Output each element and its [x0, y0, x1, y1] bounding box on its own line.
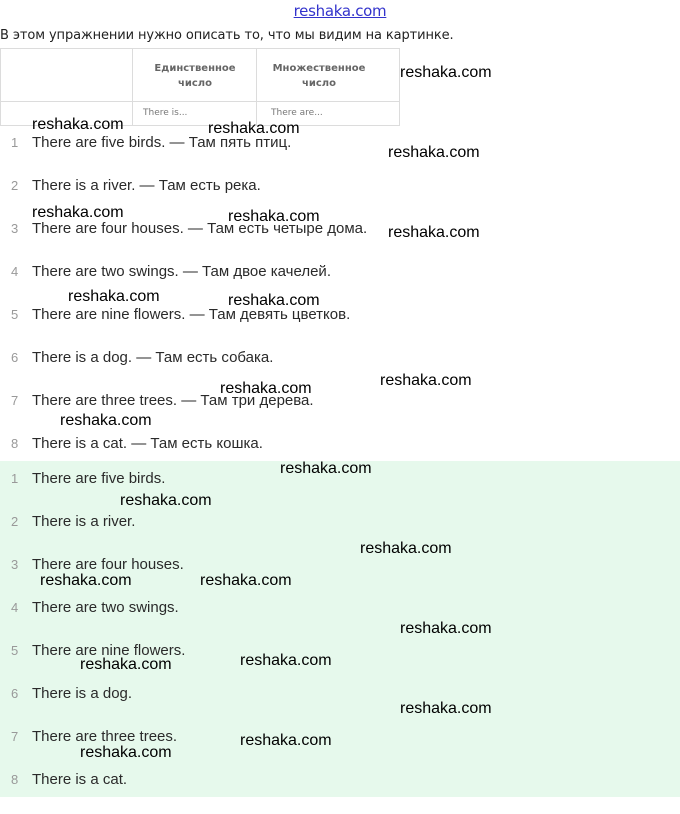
- watermark: reshaka.com: [80, 656, 172, 673]
- item-text: There are four houses. — Там есть четыре дома.: [32, 220, 368, 237]
- grammar-table: [0, 48, 400, 126]
- item-number: 3: [11, 221, 19, 236]
- item-text: There are three trees.: [32, 728, 178, 745]
- watermark: reshaka.com: [400, 700, 492, 717]
- answer-item: [0, 771, 680, 814]
- item-number: 7: [11, 729, 19, 744]
- cell-singular: There is...: [143, 108, 188, 118]
- watermark: reshaka.com: [400, 64, 492, 81]
- item-number: 6: [11, 686, 19, 701]
- item-text: There are five birds.: [32, 470, 166, 487]
- translation-item: [0, 134, 680, 177]
- watermark: reshaka.com: [380, 372, 472, 389]
- item-number: 3: [11, 557, 19, 572]
- watermark: reshaka.com: [228, 292, 320, 309]
- site-title[interactable]: reshaka.com: [293, 2, 387, 20]
- watermark: reshaka.com: [220, 380, 312, 397]
- item-text: There are nine flowers.: [32, 642, 186, 659]
- watermark: reshaka.com: [360, 540, 452, 557]
- watermark: reshaka.com: [60, 412, 152, 429]
- watermark: reshaka.com: [32, 204, 124, 221]
- header-singular-line2: число: [178, 78, 212, 89]
- item-text: There is a dog.: [32, 685, 133, 702]
- watermark: reshaka.com: [280, 460, 372, 477]
- exercise-intro: В этом упражнении нужно описать то, что мы видим на картинке.: [0, 28, 454, 43]
- watermark: reshaka.com: [388, 144, 480, 161]
- watermark: reshaka.com: [400, 620, 492, 637]
- item-number: 8: [11, 436, 19, 451]
- item-text: There are four houses.: [32, 556, 184, 573]
- watermark: reshaka.com: [32, 116, 124, 133]
- translation-item: [0, 220, 680, 263]
- cell-plural: There are...: [271, 108, 323, 118]
- answer-item: [0, 513, 680, 556]
- header-singular-line1: Единственное: [154, 63, 236, 74]
- watermark: reshaka.com: [388, 224, 480, 241]
- translation-item: [0, 306, 680, 349]
- item-text: There is a cat.: [32, 771, 128, 788]
- item-text: There are nine flowers. — Там девять цветков.: [32, 306, 351, 323]
- item-number: 6: [11, 350, 19, 365]
- translation-item: [0, 349, 680, 392]
- watermark: reshaka.com: [68, 288, 160, 305]
- item-number: 1: [11, 471, 19, 486]
- item-number: 7: [11, 393, 19, 408]
- header-plural: [257, 61, 381, 91]
- item-number: 4: [11, 264, 19, 279]
- watermark: reshaka.com: [120, 492, 212, 509]
- item-text: There are two swings.: [32, 599, 179, 616]
- watermark: reshaka.com: [80, 744, 172, 761]
- header-singular: [133, 61, 257, 91]
- watermark: reshaka.com: [200, 572, 292, 589]
- item-text: There are two swings. — Там двое качелей.: [32, 263, 331, 280]
- answer-item: [0, 599, 680, 642]
- item-text: There are three trees. — Там три дерева.: [32, 392, 314, 409]
- watermark: reshaka.com: [208, 120, 300, 137]
- item-number: 8: [11, 772, 19, 787]
- watermark: reshaka.com: [240, 652, 332, 669]
- header-plural-line1: Множественное: [272, 63, 366, 74]
- item-text: There is a river.: [32, 513, 136, 530]
- item-number: 2: [11, 514, 19, 529]
- item-text: There is a dog. — Там есть собака.: [32, 349, 274, 366]
- answer-item: [0, 685, 680, 728]
- item-number: 2: [11, 178, 19, 193]
- item-number: 5: [11, 307, 19, 322]
- item-text: There are five birds. — Там пять птиц.: [32, 134, 292, 151]
- item-number: 4: [11, 600, 19, 615]
- item-text: There is a cat. — Там есть кошка.: [32, 435, 263, 452]
- item-text: There is a river. — Там есть река.: [32, 177, 261, 194]
- header-plural-line2: число: [302, 78, 336, 89]
- watermark: reshaka.com: [40, 572, 132, 589]
- item-number: 1: [11, 135, 19, 150]
- table-divider: [1, 101, 399, 102]
- item-number: 5: [11, 643, 19, 658]
- watermark: reshaka.com: [240, 732, 332, 749]
- watermark: reshaka.com: [228, 208, 320, 225]
